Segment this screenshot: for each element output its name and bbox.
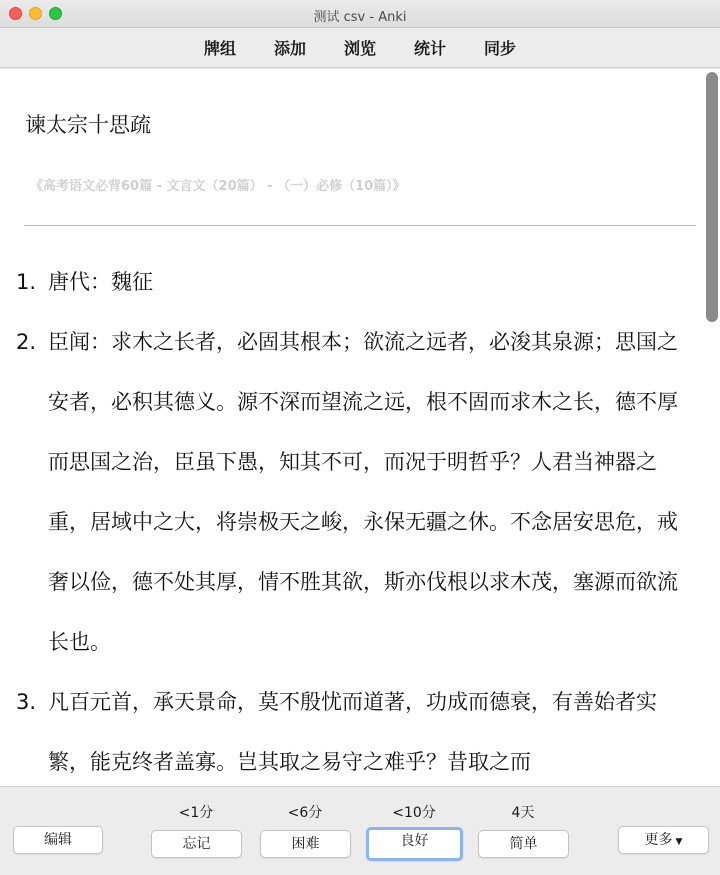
more-button[interactable] [618,826,709,854]
more-button-label: 更多 [644,832,673,848]
hard-button[interactable]: 困难 [260,830,351,858]
good-button[interactable]: 良好 [366,827,463,861]
edit-button[interactable]: 编辑 [13,826,103,854]
card-title: 谏太宗十思疏 [25,113,151,137]
toolbar-browse[interactable]: 浏览 [343,39,376,58]
window-title: 测试 csv - Anki [313,10,407,25]
main-toolbar [0,28,720,68]
title-bar [0,0,720,28]
list-item-number: 1. [16,270,37,294]
interval-good: <10分 [392,805,436,821]
list-item-text: 唐代：魏征 [48,270,153,294]
list-item [16,312,696,672]
interval-easy: 4天 [511,805,535,821]
toolbar-sync[interactable]: 同步 [483,39,516,58]
toolbar-decks[interactable]: 牌组 [203,39,236,58]
card-answer-list [16,252,696,792]
toolbar-add[interactable]: 添加 [273,39,306,58]
again-button[interactable]: 忘记 [151,830,242,858]
answer-bar [0,786,720,875]
toolbar-stats[interactable]: 统计 [413,39,446,58]
interval-again: <1分 [178,805,214,821]
list-item-text: 凡百元首，承天景命，莫不殷忧而道著，功成而德衰，有善始者实繁，能克终者盖寡。岂其取之易守之难乎？昔取之而 [48,690,657,774]
card-source: 《高考语文必背60篇 - 文言文（20篇） - （一）必修（10篇）》 [30,179,406,194]
card-divider [24,225,696,226]
list-item-number: 2. [16,330,37,354]
card-scrollbar[interactable] [706,72,718,322]
list-item-text: 臣闻：求木之长者，必固其根本；欲流之远者，必浚其泉源；思国之安者，必积其德义。源不深而望流之远，根不固而求木之长，德不厚而思国之治，臣虽下愚，知其不可，而况于明哲乎？人君当神器之重，居域中之大，将崇极天之峻，永保无疆之休。不念居安思危，戒奢以俭，德不处其厚，情不胜其欲，斯亦伐根以求木茂，塞源而欲流长也。 [48,330,678,654]
easy-button[interactable]: 简单 [478,830,569,858]
card-content [0,69,720,786]
interval-hard: <6分 [287,805,323,821]
list-item [16,252,696,312]
chevron-down-icon: ▼ [675,837,683,847]
list-item-number: 3. [16,690,37,714]
list-item [16,672,696,792]
